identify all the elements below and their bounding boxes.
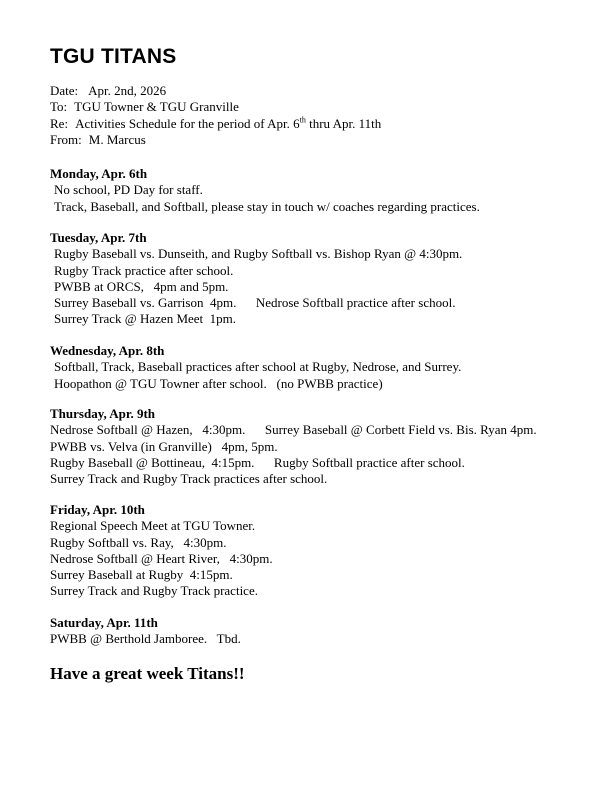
day-section-tuesday (50, 230, 462, 328)
day-heading: Thursday, Apr. 9th (50, 406, 156, 421)
re-value-superscript: th (299, 115, 306, 125)
schedule-line: Hoopathon @ TGU Towner after school. (no PWBB practice) (54, 375, 383, 391)
closing-message: Have a great week Titans!! (50, 664, 245, 683)
schedule-line: Nedrose Softball @ Heart River, 4:30pm. (50, 550, 273, 566)
schedule-line: PWBB @ Berthold Jamboree. Tbd. (50, 631, 241, 647)
day-heading: Tuesday, Apr. 7th (50, 230, 147, 245)
re-value-after: thru Apr. 11th (305, 115, 382, 131)
re-row (50, 116, 381, 132)
from-value: M. Marcus (88, 131, 146, 147)
schedule-line: PWBB vs. Velva (in Granville) 4pm, 5pm. (50, 438, 278, 454)
schedule-line: Rugby Baseball vs. Dunseith, and Rugby Softball vs. Bishop Ryan @ 4:30pm. (54, 246, 463, 262)
from-label: From: (50, 131, 82, 147)
schedule-line: Rugby Track practice after school. (54, 262, 234, 278)
day-section-wednesday (50, 343, 461, 392)
schedule-line: Surrey Baseball vs. Garrison 4pm. Nedrose Softball practice after school. (54, 295, 456, 311)
from-row (50, 132, 381, 148)
schedule-line: Surrey Track and Rugby Track practices after school. (50, 471, 328, 487)
to-value: TGU Towner & TGU Granville (74, 99, 239, 115)
day-heading: Friday, Apr. 10th (50, 502, 145, 517)
day-section-saturday (50, 615, 241, 648)
to-row (50, 99, 381, 115)
schedule-line: PWBB at ORCS, 4pm and 5pm. (54, 278, 229, 294)
date-row (50, 83, 381, 99)
memo-header (50, 83, 381, 148)
re-label: Re: (50, 115, 69, 131)
day-section-thursday (50, 406, 537, 487)
day-section-friday (50, 502, 273, 600)
date-value: Apr. 2nd, 2026 (88, 83, 167, 98)
to-label: To: (50, 99, 68, 115)
day-heading: Saturday, Apr. 11th (50, 615, 158, 630)
schedule-line: Rugby Softball vs. Ray, 4:30pm. (50, 534, 227, 550)
schedule-line: Regional Speech Meet at TGU Towner. (50, 518, 256, 534)
schedule-line: Track, Baseball, and Softball, please stay in touch w/ coaches regarding practices. (54, 198, 480, 214)
schedule-line: Surrey Track @ Hazen Meet 1pm. (54, 311, 237, 327)
schedule-line: Surrey Baseball at Rugby 4:15pm. (50, 567, 233, 583)
schedule-line: Nedrose Softball @ Hazen, 4:30pm. Surrey Baseball @ Corbett Field vs. Bis. Ryan 4pm. (50, 422, 537, 438)
re-value-before: Activities Schedule for the period of Apr. 6 (75, 115, 300, 131)
day-heading: Wednesday, Apr. 8th (50, 343, 165, 358)
schedule-line: Softball, Track, Baseball practices after school at Rugby, Nedrose, and Surrey. (54, 359, 462, 375)
date-label: Date: (50, 83, 79, 98)
document-title: TGU TITANS (50, 45, 177, 68)
schedule-line: Rugby Baseball @ Bottineau, 4:15pm. Rugby Softball practice after school. (50, 454, 465, 470)
day-section-monday (50, 166, 480, 215)
schedule-line: Surrey Track and Rugby Track practice. (50, 583, 258, 599)
day-heading: Monday, Apr. 6th (50, 166, 148, 181)
schedule-line: No school, PD Day for staff. (54, 182, 203, 198)
